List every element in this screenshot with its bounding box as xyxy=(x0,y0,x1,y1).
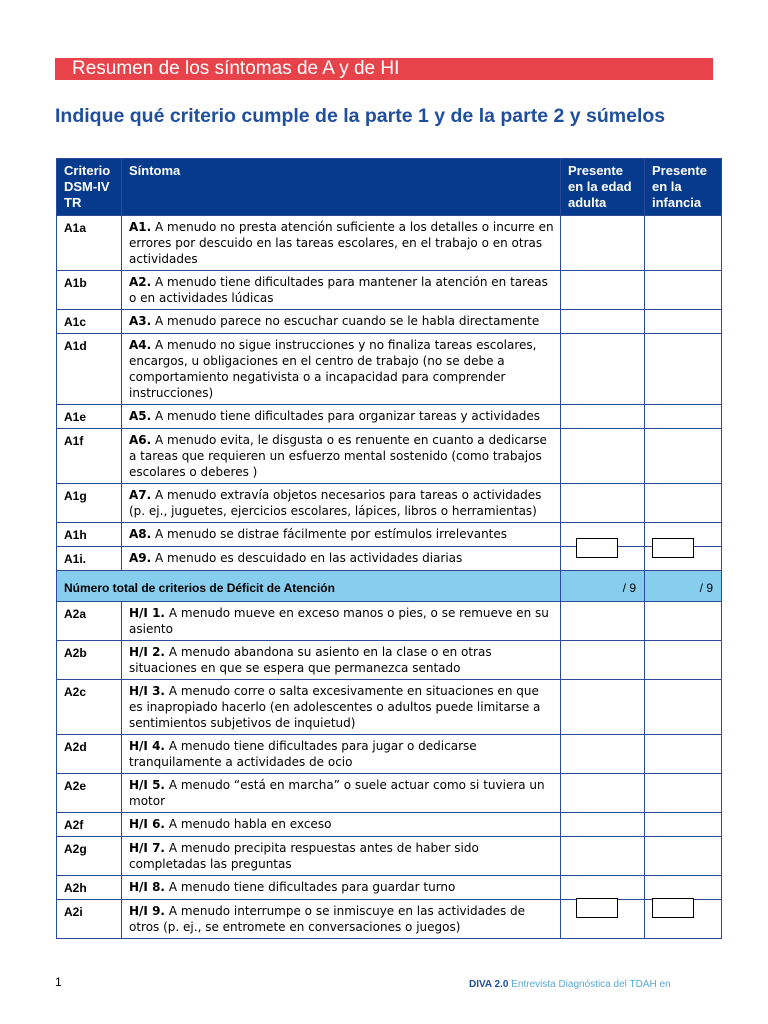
table-row xyxy=(57,216,722,271)
table-row xyxy=(57,334,722,405)
adult-check-cell[interactable] xyxy=(561,680,645,735)
symptom-cell xyxy=(122,641,561,680)
symptom-number: H/I 5. xyxy=(129,778,165,792)
table-row xyxy=(57,900,722,939)
child-check-cell[interactable] xyxy=(645,405,722,429)
child-check-cell[interactable] xyxy=(645,641,722,680)
symptom-number: A5. xyxy=(129,409,152,423)
criterion-code: A2c xyxy=(57,680,122,735)
page-subtitle: Indique qué criterio cumple de la parte 1 y de la parte 2 y súmelos xyxy=(55,105,666,127)
symptom-number: H/I 3. xyxy=(129,684,165,698)
child-check-cell[interactable] xyxy=(645,334,722,405)
child-check-cell[interactable] xyxy=(645,310,722,334)
child-check-cell[interactable] xyxy=(645,429,722,484)
symptom-text: A menudo interrumpe o se inmiscuye en las actividades de otros (p. ej., se entromete en conversaciones o juegos) xyxy=(129,904,526,934)
child-check-cell[interactable] xyxy=(645,876,722,900)
symptom-text: A menudo mueve en exceso manos o pies, o se remueve en su asiento xyxy=(129,606,549,636)
symptoms-table xyxy=(56,158,722,939)
symptom-text: A menudo tiene dificultades para mantener la atención en tareas o en actividades lúdicas xyxy=(129,275,548,305)
table-row xyxy=(57,813,722,837)
adult-check-cell[interactable] xyxy=(561,310,645,334)
symptom-text: A menudo abandona su asiento en la clase o en otras situaciones en que se espera que permanezca sentado xyxy=(129,645,492,675)
header-sintoma: Síntoma xyxy=(122,159,561,216)
adult-check-cell[interactable] xyxy=(561,216,645,271)
table-row xyxy=(57,680,722,735)
child-check-cell[interactable] xyxy=(645,680,722,735)
child-check-cell[interactable] xyxy=(645,837,722,876)
symptom-text: A menudo habla en exceso xyxy=(168,817,332,831)
symptom-number: H/I 8. xyxy=(129,880,165,894)
adult-check-cell[interactable] xyxy=(561,271,645,310)
criterion-code: A2d xyxy=(57,735,122,774)
symptom-number: H/I 6. xyxy=(129,817,165,831)
symptom-cell xyxy=(122,523,561,547)
symptom-number: H/I 1. xyxy=(129,606,165,620)
symptom-cell xyxy=(122,680,561,735)
symptom-cell xyxy=(122,813,561,837)
criterion-code: A1d xyxy=(57,334,122,405)
adult-check-cell[interactable] xyxy=(561,735,645,774)
table-header-row xyxy=(57,159,722,216)
adult-check-cell[interactable] xyxy=(561,405,645,429)
symptom-cell xyxy=(122,602,561,641)
criterion-code: A1i. xyxy=(57,547,122,571)
criterion-code: A1b xyxy=(57,271,122,310)
child-check-cell[interactable] xyxy=(645,813,722,837)
adult-check-cell[interactable] xyxy=(561,813,645,837)
child-check-cell[interactable] xyxy=(645,216,722,271)
symptom-text: A menudo evita, le disgusta o es renuente en cuanto a dedicarse a tareas que requieren un esfuerzo mental sostenido (como trabajos escolares o deberes ) xyxy=(129,433,547,479)
table-row xyxy=(57,405,722,429)
symptom-cell xyxy=(122,429,561,484)
header-infancia: Presente en la infancia xyxy=(645,159,722,216)
adult-check-cell[interactable] xyxy=(561,484,645,523)
criterion-code: A2h xyxy=(57,876,122,900)
adult-check-cell[interactable] xyxy=(561,334,645,405)
symptom-number: H/I 4. xyxy=(129,739,165,753)
section-banner xyxy=(55,58,713,80)
table-row xyxy=(57,876,722,900)
symptom-number: A7. xyxy=(129,488,152,502)
table-row xyxy=(57,547,722,571)
child-check-cell[interactable] xyxy=(645,271,722,310)
symptom-text: A menudo tiene dificultades para guardar turno xyxy=(168,880,456,894)
symptom-text: A menudo tiene dificultades para organizar tareas y actividades xyxy=(155,409,541,423)
symptom-text: A menudo extravía objetos necesarios para tareas o actividades (p. ej., juguetes, ejercicios escolares, lápices, libros o herramientas) xyxy=(129,488,542,518)
criterion-code: A2a xyxy=(57,602,122,641)
total-attention-child-checkbox[interactable] xyxy=(652,538,694,558)
symptom-cell xyxy=(122,334,561,405)
total-adult: / 9 xyxy=(561,571,645,602)
adult-check-cell[interactable] xyxy=(561,774,645,813)
table-row xyxy=(57,774,722,813)
symptom-cell xyxy=(122,735,561,774)
symptom-number: H/I 7. xyxy=(129,841,165,855)
total-child: / 9 xyxy=(645,571,722,602)
child-check-cell[interactable] xyxy=(645,484,722,523)
header-criterio: Criterio DSM-IV TR xyxy=(57,159,122,216)
symptom-number: H/I 9. xyxy=(129,904,165,918)
symptom-number: A4. xyxy=(129,338,152,352)
footer-brand: DIVA 2.0 xyxy=(469,979,509,990)
symptom-text: A menudo se distrae fácilmente por estímulos irrelevantes xyxy=(155,527,508,541)
adult-check-cell[interactable] xyxy=(561,641,645,680)
table-row xyxy=(57,735,722,774)
footer xyxy=(469,979,671,990)
symptom-text: A menudo es descuidado en las actividades diarias xyxy=(155,551,463,565)
table-row xyxy=(57,523,722,547)
table-body xyxy=(57,216,722,939)
adult-check-cell[interactable] xyxy=(561,429,645,484)
criterion-code: A1f xyxy=(57,429,122,484)
symptom-number: A3. xyxy=(129,314,152,328)
total-attention-row xyxy=(57,571,722,602)
child-check-cell[interactable] xyxy=(645,774,722,813)
criterion-code: A2b xyxy=(57,641,122,680)
adult-check-cell[interactable] xyxy=(561,876,645,900)
criterion-code: A1h xyxy=(57,523,122,547)
footer-text: Entrevista Diagnóstica del TDAH en xyxy=(511,979,671,990)
criterion-code: A1e xyxy=(57,405,122,429)
table-row xyxy=(57,602,722,641)
criterion-code: A2g xyxy=(57,837,122,876)
total-attention-adult-checkbox[interactable] xyxy=(576,538,618,558)
total-attention-label: Número total de criterios de Déficit de Atención xyxy=(57,571,561,602)
criterion-code: A2i xyxy=(57,900,122,939)
table-row xyxy=(57,837,722,876)
criterion-code: A2e xyxy=(57,774,122,813)
symptom-cell xyxy=(122,310,561,334)
criterion-code: A2f xyxy=(57,813,122,837)
symptom-number: H/I 2. xyxy=(129,645,165,659)
symptom-number: A1. xyxy=(129,220,152,234)
symptom-text: A menudo “está en marcha” o suele actuar como si tuviera un motor xyxy=(129,778,545,808)
table-row xyxy=(57,641,722,680)
criterion-code: A1a xyxy=(57,216,122,271)
criterion-code: A1g xyxy=(57,484,122,523)
symptom-text: A menudo no sigue instrucciones y no finaliza tareas escolares, encargos, u obligaciones en el centro de trabajo (no se debe a comportamiento negativista o a incapacidad para comprender instrucciones) xyxy=(129,338,537,400)
page-number: 1 xyxy=(55,975,62,989)
total-hi-child-checkbox[interactable] xyxy=(652,898,694,918)
symptom-cell xyxy=(122,271,561,310)
symptom-number: A8. xyxy=(129,527,152,541)
table-row xyxy=(57,429,722,484)
table-row xyxy=(57,484,722,523)
symptom-text: A menudo precipita respuestas antes de haber sido completadas las preguntas xyxy=(129,841,479,871)
adult-check-cell[interactable] xyxy=(561,602,645,641)
child-check-cell[interactable] xyxy=(645,602,722,641)
table-row xyxy=(57,310,722,334)
symptom-number: A9. xyxy=(129,551,152,565)
criterion-code: A1c xyxy=(57,310,122,334)
symptom-cell xyxy=(122,876,561,900)
symptom-number: A6. xyxy=(129,433,152,447)
symptom-cell xyxy=(122,837,561,876)
symptom-text: A menudo no presta atención suficiente a los detalles o incurre en errores por descuido en las tareas escolares, en el trabajo o en otras actividades xyxy=(129,220,554,266)
symptom-cell xyxy=(122,900,561,939)
symptom-cell xyxy=(122,405,561,429)
adult-check-cell[interactable] xyxy=(561,837,645,876)
total-hi-adult-checkbox[interactable] xyxy=(576,898,618,918)
banner-title: Resumen de los síntomas de A y de HI xyxy=(72,58,400,79)
header-adulta: Presente en la edad adulta xyxy=(561,159,645,216)
table-row xyxy=(57,271,722,310)
symptom-text: A menudo corre o salta excesivamente en situaciones en que es inapropiado hacerlo (en adolescentes o adultos puede limitarse a sentimientos subjetivos de inquietud) xyxy=(129,684,541,730)
symptom-number: A2. xyxy=(129,275,152,289)
symptom-text: A menudo tiene dificultades para jugar o dedicarse tranquilamente a actividades de ocio xyxy=(129,739,477,769)
symptom-cell xyxy=(122,216,561,271)
symptom-cell xyxy=(122,774,561,813)
symptom-text: A menudo parece no escuchar cuando se le habla directamente xyxy=(155,314,540,328)
symptom-cell xyxy=(122,484,561,523)
child-check-cell[interactable] xyxy=(645,735,722,774)
symptom-cell xyxy=(122,547,561,571)
